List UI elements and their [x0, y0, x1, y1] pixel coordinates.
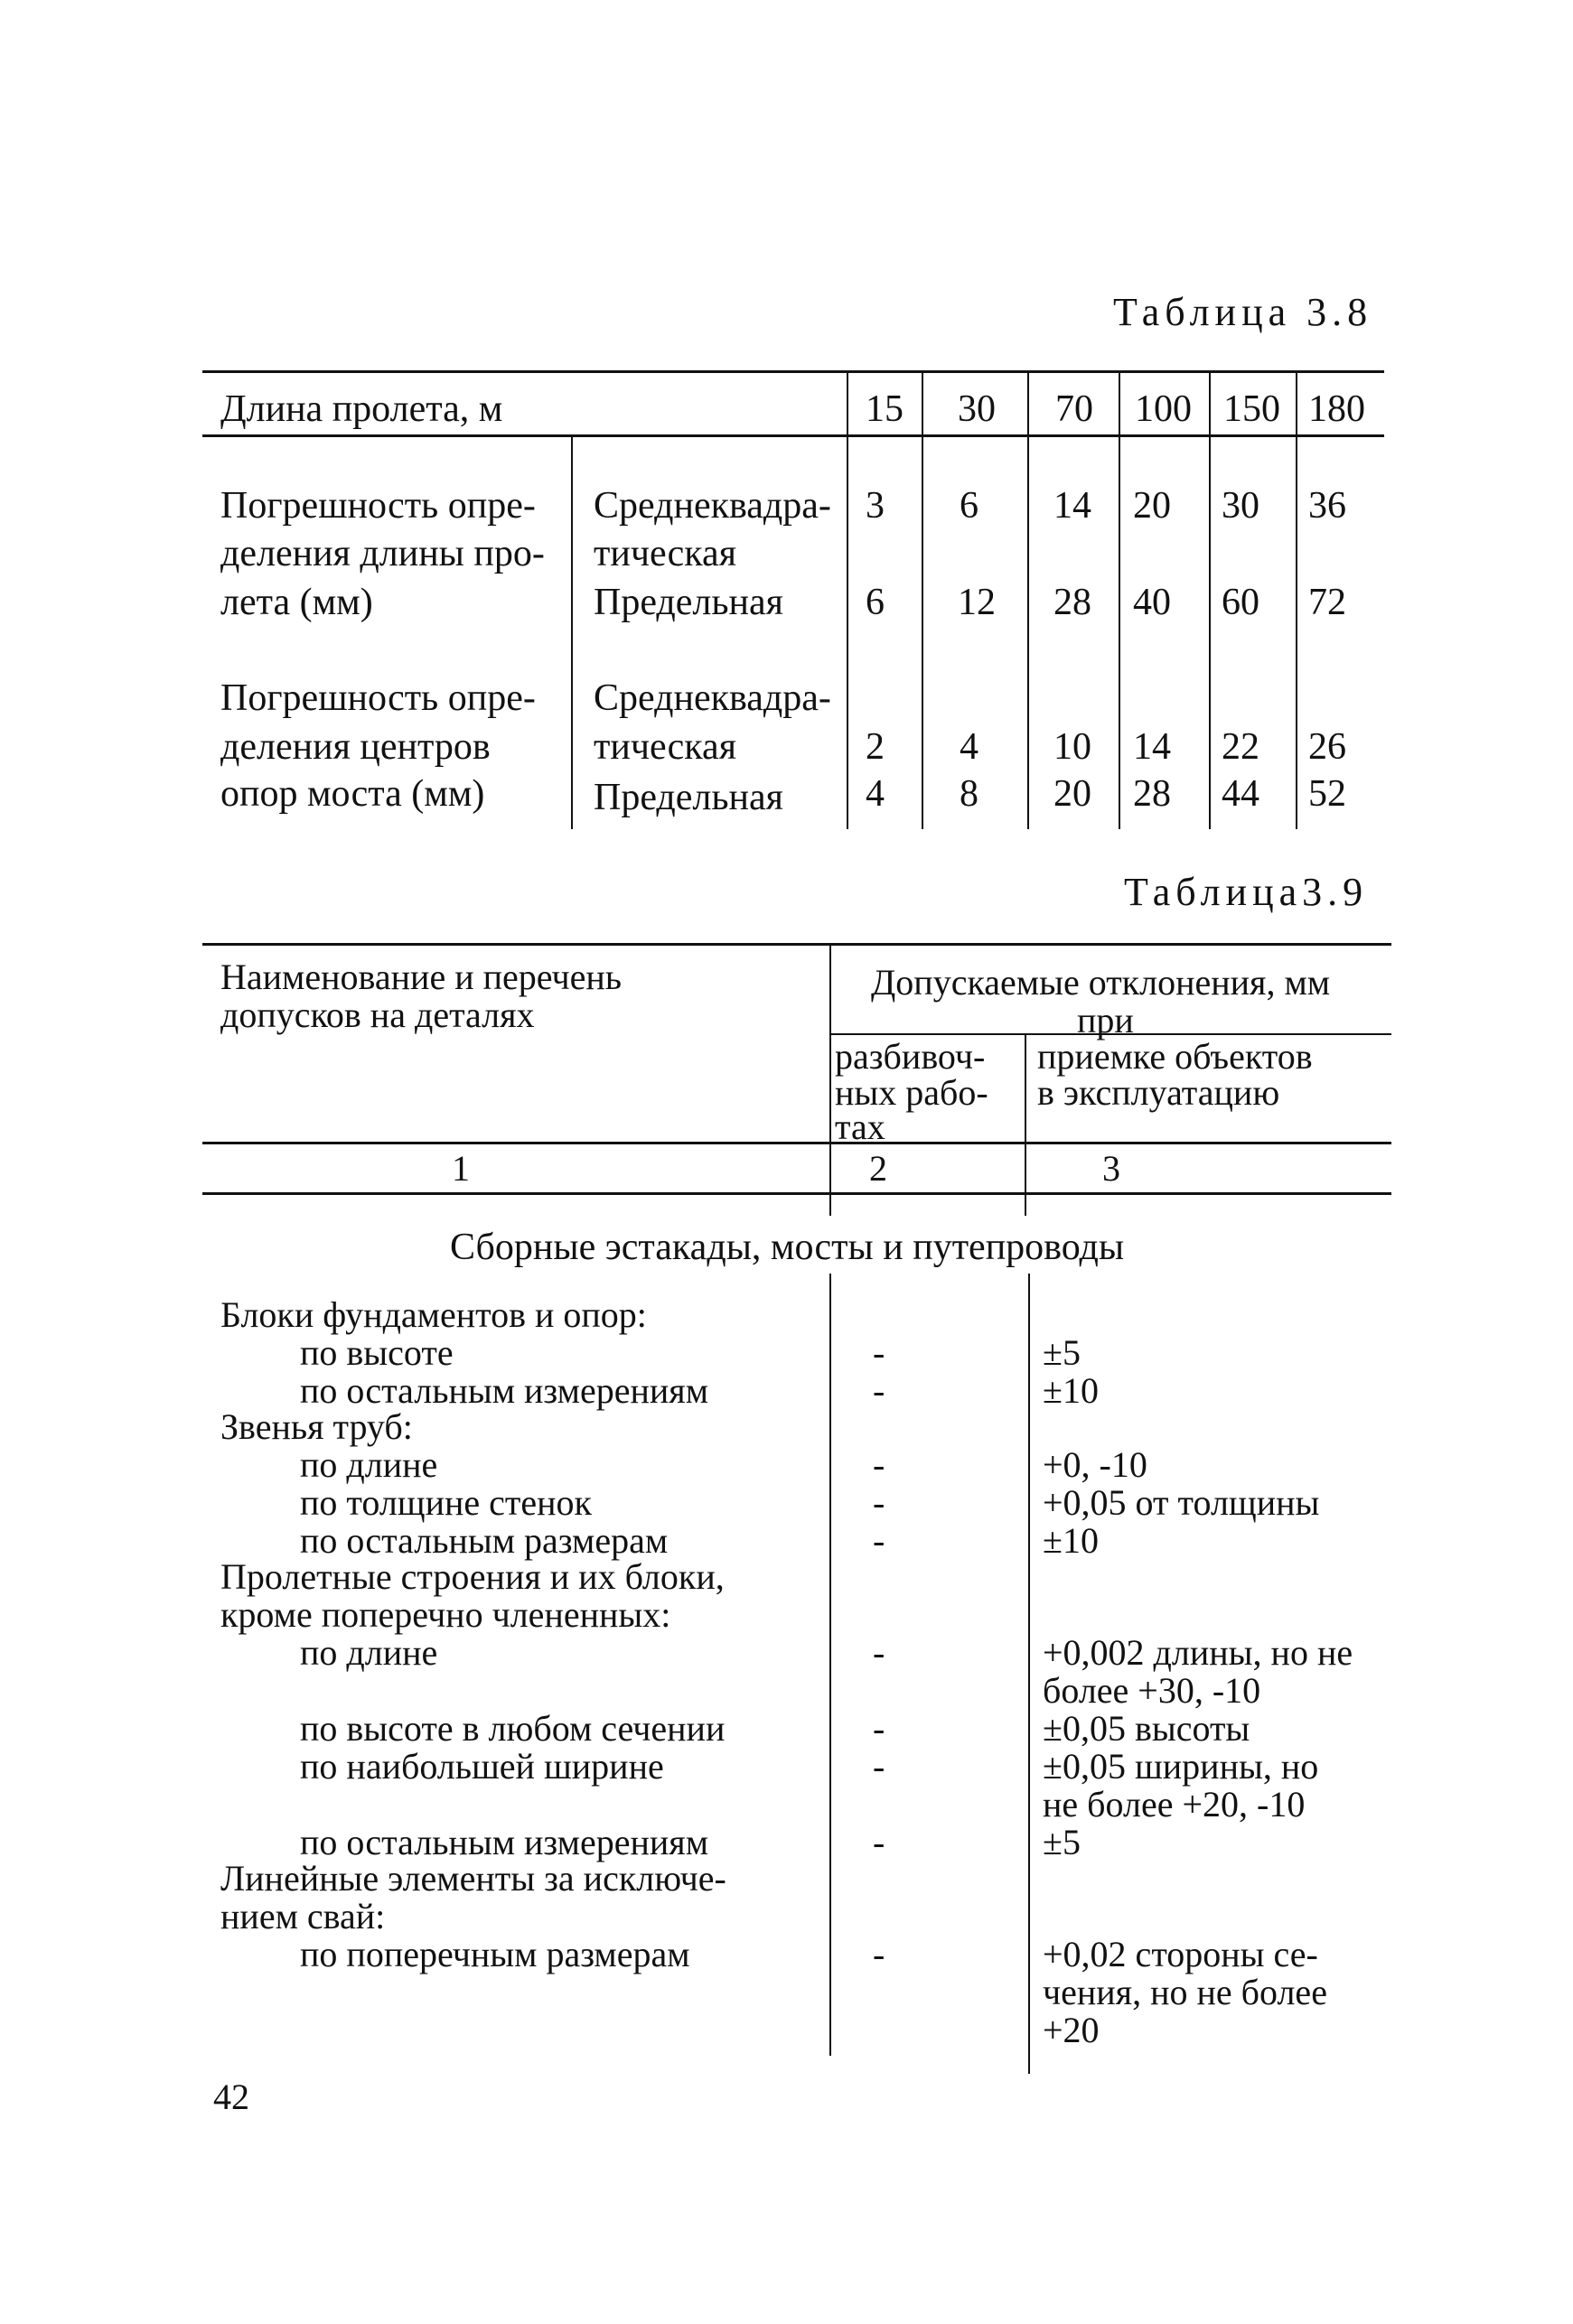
table-3-8-caption: Таблица 3.8	[1113, 290, 1373, 334]
row-c3: не более +20, -10	[1043, 1784, 1306, 1825]
value-cell: 12	[958, 582, 996, 623]
value-cell: 20	[1053, 773, 1091, 815]
row-name: по высоте	[300, 1332, 454, 1373]
span-header: 15	[866, 388, 904, 430]
value-cell: 60	[1222, 582, 1259, 623]
group-header: Допускаемые отклонения, мм	[871, 962, 1331, 1003]
row-type-label: Предельная	[594, 582, 783, 623]
value-cell: 6	[960, 485, 978, 527]
value-cell: 44	[1222, 773, 1259, 815]
row-name: Блоки фундаментов и опор:	[220, 1294, 647, 1335]
value-cell: 26	[1308, 726, 1346, 768]
value-cell: 28	[1133, 773, 1171, 815]
row-c3: +0,05 от толщины	[1043, 1482, 1320, 1523]
value-cell: 28	[1053, 582, 1091, 623]
group-label: лета (мм)	[220, 582, 373, 623]
table-3-9-vline	[1025, 1033, 1026, 1216]
table-3-9-vline	[829, 943, 831, 1216]
value-cell: 52	[1308, 773, 1346, 815]
span-header: 150	[1223, 388, 1280, 430]
row-type-label: Среднеквадра-	[594, 485, 831, 527]
col1-header: допусков на деталях	[220, 994, 535, 1035]
row-c3: ±0,05 высоты	[1043, 1708, 1250, 1749]
row-type-label: тическая	[594, 533, 737, 574]
group-header: при	[1077, 1000, 1134, 1041]
row-name: по остальным размерам	[300, 1520, 669, 1561]
value-cell: 4	[960, 726, 978, 768]
row-name: по поперечным размерам	[300, 1934, 690, 1974]
section-title: Сборные эстакады, мосты и путепроводы	[450, 1227, 1125, 1268]
table-3-8-vline	[571, 434, 573, 829]
row-c2: -	[873, 1934, 885, 1974]
value-cell: 8	[960, 773, 978, 815]
row-c3: более +30, -10	[1043, 1670, 1261, 1711]
value-cell: 72	[1308, 582, 1346, 623]
table-3-9-vline	[829, 1274, 831, 2056]
row-c3: +0,002 длины, но не	[1043, 1632, 1353, 1673]
row-c3: чения, но не более	[1043, 1972, 1327, 2012]
row-c3: ±10	[1043, 1370, 1099, 1411]
row-c2: -	[873, 1520, 885, 1561]
table-3-9-caption: Таблица3.9	[1124, 870, 1369, 914]
table-3-8-vline	[1027, 370, 1029, 829]
table-3-8-header-label: Длина пролета, м	[220, 388, 503, 430]
table-3-9-top-rule	[202, 943, 1391, 946]
group-label: деления длины про-	[220, 533, 545, 574]
value-cell: 6	[866, 582, 885, 623]
row-type-label: Предельная	[594, 777, 783, 818]
row-c2: -	[873, 1444, 885, 1485]
value-cell: 36	[1308, 485, 1346, 527]
value-cell: 2	[866, 726, 885, 768]
page-number: 42	[213, 2077, 249, 2117]
row-c3: ±0,05 ширины, но	[1043, 1746, 1319, 1787]
value-cell: 10	[1053, 726, 1091, 768]
span-header: 100	[1135, 388, 1192, 430]
value-cell: 4	[866, 773, 885, 815]
row-c2: -	[873, 1746, 885, 1787]
col1-header: Наименование и перечень	[220, 957, 623, 997]
row-name: по длине	[300, 1632, 438, 1673]
span-header: 70	[1055, 388, 1093, 430]
row-c3: +20	[1043, 2010, 1100, 2050]
table-3-8-vline	[1296, 370, 1297, 829]
row-name: по остальным измерениям	[300, 1370, 709, 1411]
table-3-9-vline	[1028, 1274, 1030, 2074]
table-3-8-top-rule	[202, 370, 1384, 373]
row-c2: -	[873, 1370, 885, 1411]
row-c2: -	[873, 1482, 885, 1523]
group-label: опор моста (мм)	[220, 773, 485, 815]
span-header: 30	[958, 388, 996, 430]
group-label: Погрешность опре-	[220, 677, 536, 719]
value-cell: 30	[1222, 485, 1259, 527]
row-c3: ±10	[1043, 1520, 1099, 1561]
col2-header: разбивоч-	[835, 1036, 986, 1077]
row-c2: -	[873, 1632, 885, 1673]
table-3-9-numbers-rule	[202, 1192, 1391, 1195]
row-c2: -	[873, 1332, 885, 1373]
col3-header: в эксплуатацию	[1037, 1072, 1280, 1113]
value-cell: 22	[1222, 726, 1259, 768]
row-type-label: Среднеквадра-	[594, 677, 831, 719]
row-name: Звенья труб:	[220, 1406, 413, 1447]
row-c3: ±5	[1043, 1332, 1081, 1373]
col3-header: приемке объектов	[1037, 1036, 1313, 1077]
table-3-8-vline	[922, 370, 923, 829]
table-3-8-header-rule	[202, 434, 1384, 437]
table-3-8-vline	[1119, 370, 1120, 829]
group-label: деления центров	[220, 726, 491, 768]
row-type-label: тическая	[594, 726, 737, 768]
row-c3: +0, -10	[1043, 1444, 1147, 1485]
value-cell: 14	[1053, 485, 1091, 527]
column-number: 1	[452, 1148, 470, 1189]
col2-header: ных рабо-	[835, 1072, 988, 1113]
group-label: Погрешность опре-	[220, 485, 536, 527]
row-name: по остальным измерениям	[300, 1822, 709, 1862]
table-3-8-vline	[847, 370, 848, 829]
value-cell: 20	[1133, 485, 1171, 527]
row-c2: -	[873, 1822, 885, 1862]
row-name: по высоте в любом сечении	[300, 1708, 726, 1749]
table-3-8-vline	[1209, 370, 1211, 829]
row-name: кроме поперечно члененных:	[220, 1594, 671, 1635]
col2-header: тах	[835, 1106, 885, 1147]
row-name: по толщине стенок	[300, 1482, 592, 1523]
column-number: 2	[869, 1148, 887, 1189]
row-name: Линейные элементы за исключе-	[220, 1858, 726, 1899]
row-name: по длине	[300, 1444, 438, 1485]
row-c2: -	[873, 1708, 885, 1749]
value-cell: 3	[866, 485, 885, 527]
row-name: нием свай:	[220, 1896, 386, 1937]
table-3-9-header-rule	[202, 1142, 1391, 1144]
row-name: Пролетные строения и их блоки,	[220, 1556, 725, 1597]
row-name: по наибольшей ширине	[300, 1746, 664, 1787]
row-c3: +0,02 стороны се-	[1043, 1934, 1318, 1974]
span-header: 180	[1308, 388, 1365, 430]
column-number: 3	[1102, 1148, 1120, 1189]
value-cell: 14	[1133, 726, 1171, 768]
row-c3: ±5	[1043, 1822, 1081, 1862]
value-cell: 40	[1133, 582, 1171, 623]
